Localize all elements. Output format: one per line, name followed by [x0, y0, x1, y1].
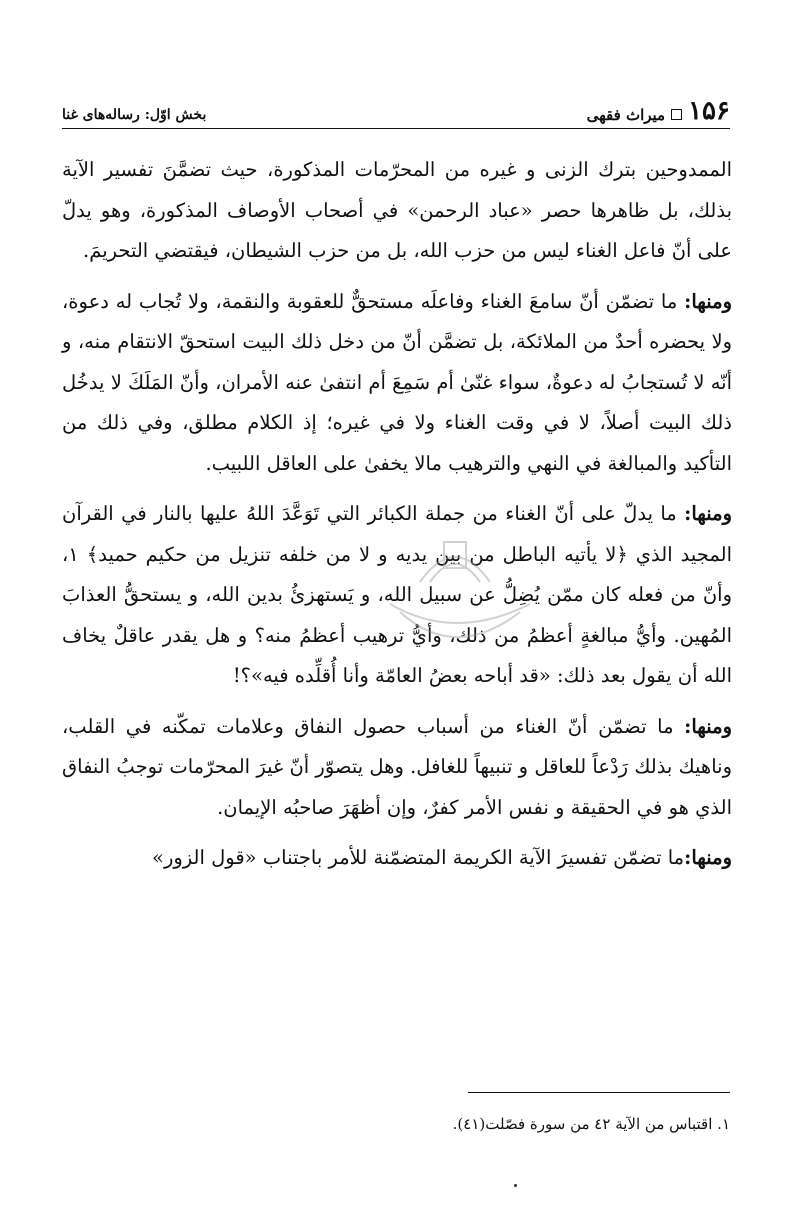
paragraph-2-lead: ومنها: [684, 289, 732, 313]
running-header [62, 88, 730, 129]
page-number: ۱۵۶ [688, 96, 730, 126]
paragraph-2-text: ما تضمّن أنّ سامعَ الغناء وفاعلَه مستحقٌّ للعقوبة والنقمة، ولا تُجاب له دعوة، ولا يحضره أحدٌ من الملائكة، بل تضمَّن أنّ من دخل ذلك البيت استحقّ الانتقام منه، و أنّه لا تُستجابُ له دعوةٌ، سواء غنّىٰ أم سَمِعَ أم انتفىٰ عنه الأمران، وأنّ المَلَكَ لا يدخُل ذلك البيت أصلاً، لا في وقت الغناء ولا في غيره؛ إذ الكلام مطلق، وفي ذلك من التأكيد والمبالغة في النهي والترهيب مالا يخفىٰ على العاقل اللبيب. [62, 289, 732, 475]
section-title: بخش اوّل: رساله‌های غنا [62, 107, 207, 123]
paragraph-4-lead: ومنها: [684, 714, 732, 738]
paragraph-1-text: الممدوحين بترك الزنى و غيره من المحرّمات المذكورة، حيث تضمَّنَ تفسير الآية بذلك، بل ظاهرها حصر «عباد الرحمن» في أصحاب الأوصاف المذكورة، وهو يدلّ على أنّ فاعل الغناء ليس من حزب الله، بل من حزب الشيطان، فيقتضي التحريمَ. [62, 158, 732, 262]
paragraph-4-text: ما تضمّن أنّ الغناء من أسباب حصول النفاق وعلامات تمكّنه في القلب، وناهيك بذلك رَدْعاً للعاقل و تنبيهاً للغافل. وهل يتصوّر أنّ غيرَ المحرّمات توجبُ النفاق الذي هو في الحقيقة و نفس الأمر كفرٌ، وإن أظهَرَ صاحبُه الإيمان. [62, 714, 732, 819]
paragraph-1 [62, 150, 732, 272]
book-title: میراث فقهی [586, 106, 666, 124]
paragraph-4 [62, 707, 732, 829]
paragraph-3-text: ما يدلّ على أنّ الغناء من جملة الكبائر التي تَوَعَّدَ اللهُ عليها بالنار في القرآن المجيد الذي ﴿لا يأتيه الباطل من بين يديه و لا من خلفه تنزيل من حكيم حميد﴾ ١، وأنّ من فعله كان ممّن يُضِلُّ عن سبيل الله، و يَستهزئُ بدين الله، و يستحقُّ العذابَ المُهين. وأيُّ مبالغةٍ أعظمُ من ذلك، وأيُّ ترهيب أعظمُ منه؟ و هل يقدر عاقلٌ يخاف الله أن يقول بعد ذلك: «قد أباحه بعضُ العامّة وأنا أُقلِّده فيه»؟! [62, 502, 732, 687]
footnote: ١. اقتباس من الآية ٤٢ من سورة فصّلت(٤١). [452, 1115, 730, 1133]
square-separator-icon [671, 109, 682, 120]
paragraph-5 [62, 838, 732, 879]
library-seal-watermark-icon [360, 512, 550, 660]
scan-speck [514, 1184, 517, 1187]
footnote-divider [468, 1092, 730, 1093]
paragraph-5-lead: ومنها: [684, 846, 732, 869]
paragraph-3-lead: ومنها: [684, 502, 732, 525]
paragraph-5-text: ما تضمّن تفسيرَ الآية الكريمة المتضمّنة للأمر باجتناب «قول الزور» [152, 846, 685, 869]
header-title-group [587, 98, 730, 124]
paragraph-2 [62, 282, 732, 485]
